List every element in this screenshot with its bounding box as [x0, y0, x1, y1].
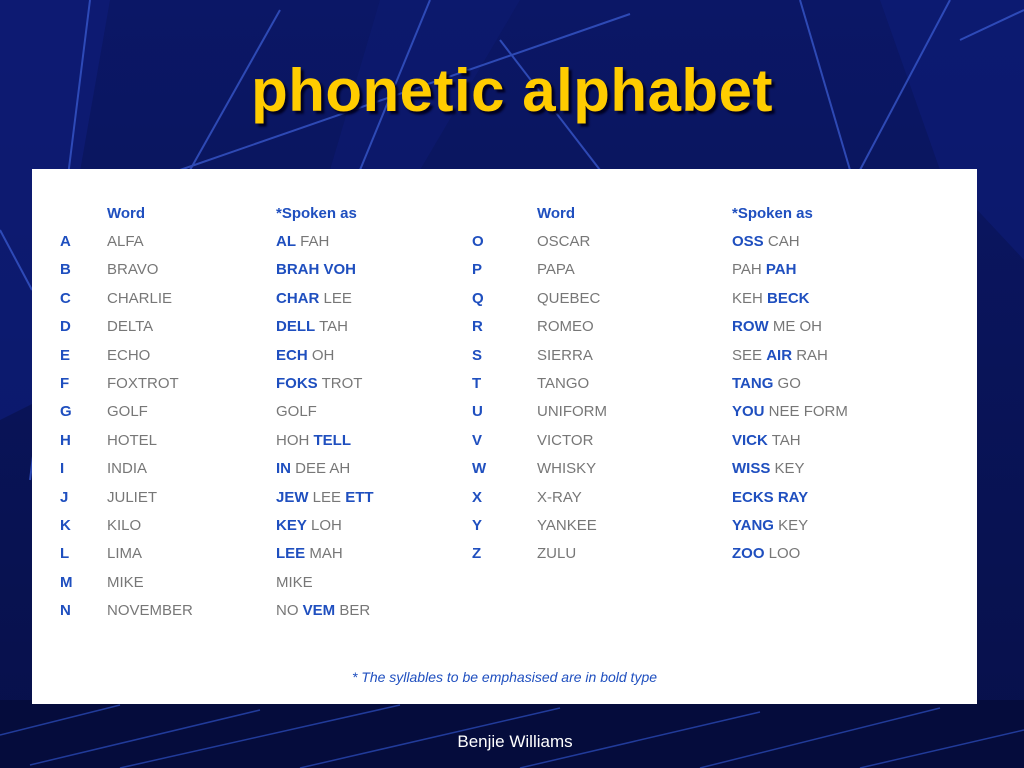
row-word: ZULU	[537, 545, 577, 563]
syllable: KEY	[770, 460, 805, 478]
syllable: LEE	[308, 488, 346, 506]
row-word: INDIA	[107, 460, 148, 478]
row-letter: P	[472, 261, 483, 279]
emphasised-syllable: ECH	[276, 346, 308, 364]
header-word-left: Word	[107, 205, 146, 222]
syllable: CAH	[763, 233, 800, 250]
row-word: OSCAR	[537, 233, 591, 250]
row-letter: B	[60, 261, 71, 279]
row-letter: Y	[472, 517, 483, 534]
row-spoken-as	[732, 403, 848, 420]
row-spoken-as	[276, 233, 329, 250]
row-word: NOVEMBER	[107, 602, 193, 620]
row-spoken-as	[732, 517, 808, 534]
syllable: LOO	[764, 545, 801, 563]
row-word: GOLF	[107, 403, 148, 421]
row-spoken-as	[732, 233, 800, 250]
emphasised-syllable: VICK	[732, 431, 768, 449]
row-word: SIERRA	[537, 346, 593, 364]
emphasised-syllable: LEE	[276, 545, 306, 563]
row-word: FOXTROT	[107, 375, 179, 392]
row-spoken-as	[276, 545, 343, 562]
row-word: WHISKY	[537, 460, 597, 478]
syllable: SEE	[732, 346, 767, 364]
emphasised-syllable: ROW	[732, 318, 769, 336]
phonetic-table-panel	[32, 169, 977, 704]
row-spoken-as	[732, 489, 808, 506]
emphasised-syllable: KEY	[276, 517, 307, 534]
emphasised-syllable: ETT	[345, 488, 374, 506]
row-word: LIMA	[107, 545, 143, 563]
syllable: FAH	[296, 233, 330, 250]
emphasised-syllable: OSS	[732, 233, 764, 250]
syllable: NO	[276, 602, 303, 620]
row-word: MIKE	[107, 573, 144, 591]
row-word: ECHO	[107, 346, 151, 364]
header-word-right: Word	[537, 205, 576, 222]
row-spoken-as	[732, 290, 810, 307]
syllable: HOH	[276, 431, 314, 449]
emphasised-syllable: TELL	[313, 431, 351, 449]
emphasised-syllable: IN	[276, 460, 291, 478]
syllable: OH	[307, 346, 335, 364]
row-word: ROMEO	[537, 318, 594, 336]
row-spoken-as	[732, 318, 822, 335]
row-letter: V	[472, 431, 483, 449]
row-letter: Q	[472, 289, 484, 307]
syllable: PAH	[732, 261, 766, 279]
syllable: BER	[335, 602, 371, 620]
syllable: KEY	[773, 517, 809, 534]
row-letter: A	[60, 233, 71, 250]
row-spoken-as	[276, 574, 313, 591]
emphasised-syllable: PAH	[765, 261, 797, 279]
row-spoken-as	[732, 545, 800, 562]
row-letter: L	[60, 545, 70, 563]
row-word: PAPA	[537, 261, 575, 279]
row-letter: G	[60, 403, 72, 421]
syllable: TAH	[315, 318, 348, 336]
row-word: X-RAY	[537, 488, 582, 506]
row-letter: M	[60, 573, 73, 591]
emphasised-syllable: JEW	[276, 488, 309, 506]
row-word: BRAVO	[107, 261, 159, 279]
emphasised-syllable: AL	[276, 233, 296, 250]
syllable: KEH	[732, 289, 768, 307]
syllable: TROT	[317, 375, 363, 392]
row-word: JULIET	[107, 488, 158, 506]
emphasised-syllable: BRAH VOH	[276, 261, 357, 279]
syllable: LOH	[306, 517, 342, 534]
syllable: RAH	[792, 346, 828, 364]
emphasised-syllable: BECK	[767, 289, 810, 307]
row-spoken-as	[276, 347, 334, 364]
row-word: DELTA	[107, 318, 154, 336]
emphasised-syllable: FOKS	[276, 375, 318, 392]
footer-author: Benjie Williams	[457, 732, 573, 751]
row-spoken-as	[276, 318, 348, 335]
row-letter: W	[472, 460, 487, 478]
row-letter: R	[472, 318, 483, 336]
emphasised-syllable: ECKS RAY	[732, 488, 809, 506]
slide-title: phonetic alphabet	[251, 57, 773, 124]
syllable: TAH	[767, 431, 801, 449]
row-letter: S	[472, 346, 483, 364]
row-word: YANKEE	[537, 517, 597, 534]
row-word: UNIFORM	[537, 403, 607, 421]
row-letter: H	[60, 431, 71, 449]
row-letter: F	[60, 375, 70, 392]
syllable: MIKE	[276, 573, 313, 591]
emphasised-syllable: VEM	[302, 602, 336, 620]
emphasised-syllable: DELL	[276, 318, 316, 336]
row-spoken-as	[276, 375, 362, 392]
row-spoken-as	[732, 347, 828, 364]
emphasised-syllable: YANG	[732, 517, 774, 534]
row-spoken-as	[276, 460, 350, 477]
syllable: DEE AH	[291, 460, 351, 478]
emphasised-syllable: ZOO	[732, 545, 765, 563]
row-word: VICTOR	[537, 431, 594, 449]
syllable: GO	[773, 375, 801, 392]
row-spoken-as	[732, 261, 796, 278]
row-spoken-as	[276, 290, 352, 307]
row-spoken-as	[276, 602, 370, 619]
row-letter: K	[60, 517, 71, 534]
emphasised-syllable: TANG	[732, 375, 774, 392]
row-letter: N	[60, 602, 71, 620]
row-spoken-as	[276, 432, 351, 449]
row-spoken-as	[276, 261, 356, 278]
syllable: GOLF	[276, 403, 317, 421]
row-word: KILO	[107, 517, 142, 534]
row-letter: C	[60, 289, 71, 307]
syllable: NEE FORM	[764, 403, 848, 421]
emphasised-syllable: YOU	[732, 403, 765, 421]
row-letter: X	[472, 488, 483, 506]
row-word: CHARLIE	[107, 289, 173, 307]
syllable: LEE	[319, 289, 352, 307]
row-spoken-as	[276, 403, 317, 420]
row-word: TANGO	[537, 375, 590, 392]
emphasised-syllable: WISS	[732, 460, 771, 478]
row-spoken-as	[732, 375, 801, 392]
row-spoken-as	[276, 489, 374, 506]
row-letter: T	[472, 375, 482, 392]
emphasis-note: * The syllables to be emphasised are in bold type	[351, 669, 658, 685]
syllable: MAH	[305, 545, 343, 563]
row-letter: D	[60, 318, 71, 336]
row-letter: E	[60, 346, 71, 364]
emphasised-syllable: CHAR	[276, 289, 320, 307]
row-word: QUEBEC	[537, 289, 601, 307]
syllable: ME OH	[768, 318, 823, 336]
header-spoken-right: *Spoken as	[732, 205, 813, 222]
row-spoken-as	[276, 517, 342, 534]
row-spoken-as	[732, 432, 801, 449]
row-letter: J	[60, 488, 69, 506]
row-letter: O	[472, 233, 484, 250]
row-word: HOTEL	[107, 431, 158, 449]
row-word: ALFA	[107, 233, 144, 250]
row-spoken-as	[732, 460, 805, 477]
header-spoken-left: *Spoken as	[276, 205, 357, 222]
row-letter: I	[60, 460, 65, 478]
row-letter: Z	[472, 545, 482, 563]
row-letter: U	[472, 403, 483, 421]
emphasised-syllable: AIR	[766, 346, 793, 364]
